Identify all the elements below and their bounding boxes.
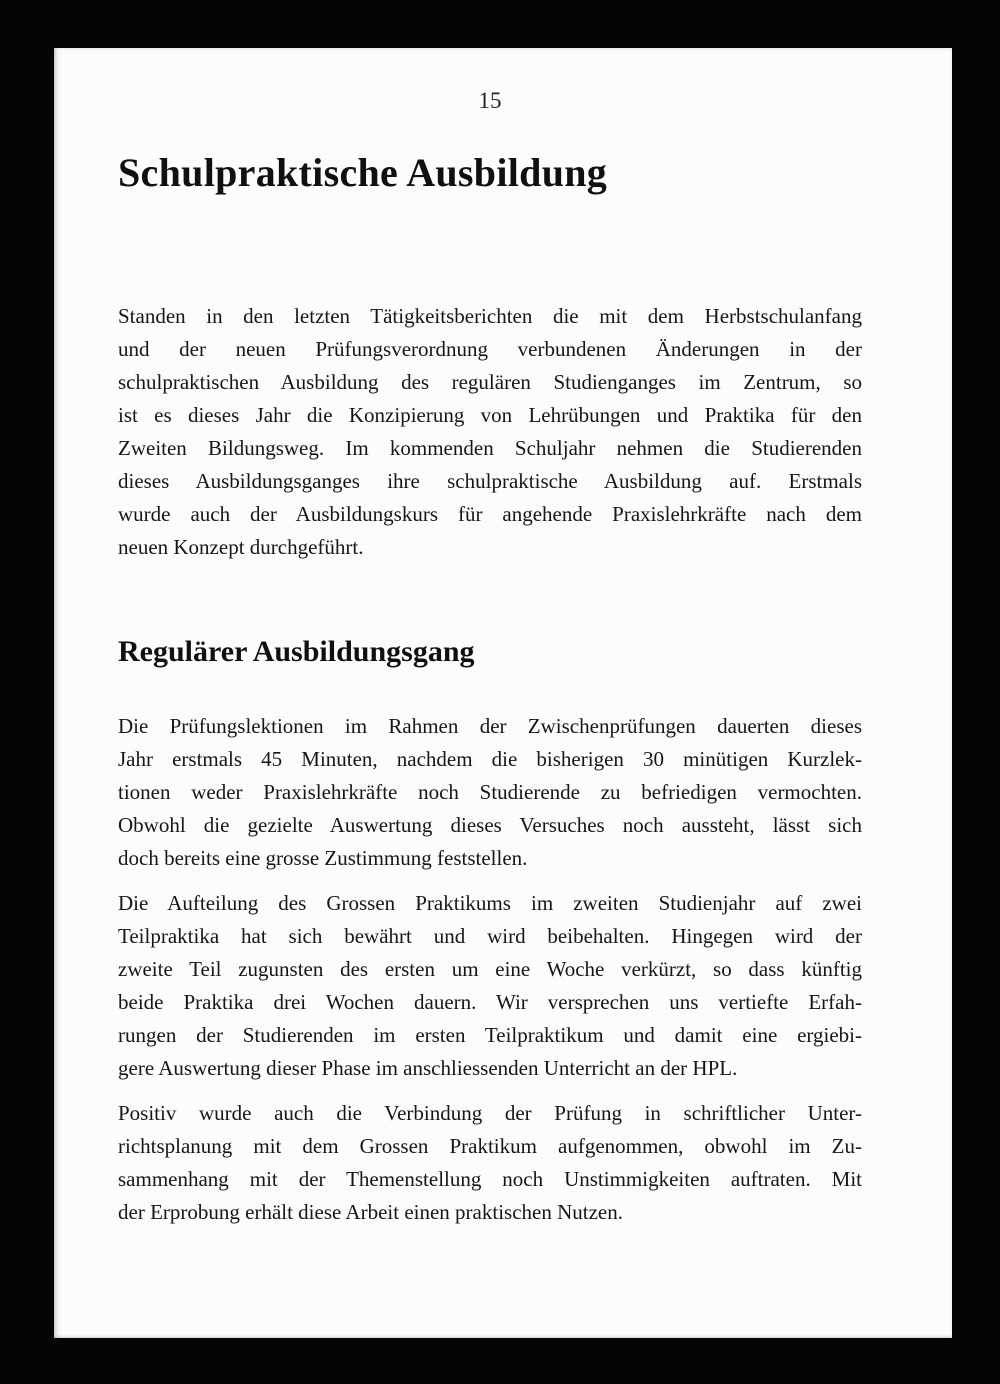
text-line: wurde auch der Ausbildungskurs für angehende Praxislehrkräfte nach dem <box>118 502 862 526</box>
text-line: Obwohl die gezielte Auswertung dieses Versuches noch aussteht, lässt sich <box>118 813 862 837</box>
section-heading: Regulärer Ausbildungsgang <box>118 635 475 668</box>
text-line: doch bereits eine grosse Zustimmung feststellen. <box>118 846 528 870</box>
page-title: Schulpraktische Ausbildung <box>118 150 608 195</box>
paragraph <box>118 300 862 564</box>
text-line: Zweiten Bildungsweg. Im kommenden Schuljahr nehmen die Studierenden <box>118 436 862 460</box>
text-line: zweite Teil zugunsten des ersten um eine Woche verkürzt, so dass künftig <box>118 957 862 981</box>
text-line: schulpraktischen Ausbildung des regulären Studienganges im Zentrum, so <box>118 370 862 394</box>
text-line: Die Aufteilung des Grossen Praktikums im zweiten Studienjahr auf zwei <box>118 891 862 915</box>
page-number: 15 <box>478 88 502 113</box>
document-page <box>54 48 952 1338</box>
text-line: Jahr erstmals 45 Minuten, nachdem die bisherigen 30 minütigen Kurzlek- <box>118 747 862 771</box>
paragraph <box>118 887 862 1085</box>
text-line: Positiv wurde auch die Verbindung der Prüfung in schriftlicher Unter- <box>118 1101 862 1125</box>
text-line: Standen in den letzten Tätigkeitsberichten die mit dem Herbstschulanfang <box>118 304 862 328</box>
text-line: richtsplanung mit dem Grossen Praktikum aufgenommen, obwohl im Zu- <box>118 1134 862 1158</box>
text-line: rungen der Studierenden im ersten Teilpraktikum und damit eine ergiebi- <box>118 1023 862 1047</box>
text-line: Die Prüfungslektionen im Rahmen der Zwischenprüfungen dauerten dieses <box>118 714 862 738</box>
text-line: Teilpraktika hat sich bewährt und wird beibehalten. Hingegen wird der <box>118 924 862 948</box>
paragraph <box>118 1097 862 1229</box>
text-line: der Erprobung erhält diese Arbeit einen praktischen Nutzen. <box>118 1200 623 1224</box>
page-section <box>118 300 862 564</box>
text-line: ist es dieses Jahr die Konzipierung von Lehrübungen und Praktika für den <box>118 403 862 427</box>
text-line: tionen weder Praxislehrkräfte noch Studierende zu befriedigen vermochten. <box>118 780 862 804</box>
text-line: und der neuen Prüfungsverordnung verbundenen Änderungen in der <box>118 337 862 361</box>
text-line: sammenhang mit der Themenstellung noch Unstimmigkeiten auftraten. Mit <box>118 1167 862 1191</box>
page-section <box>118 632 862 1229</box>
paragraph <box>118 710 862 875</box>
text-line: dieses Ausbildungsganges ihre schulpraktische Ausbildung auf. Erstmals <box>118 469 862 493</box>
page-content <box>118 300 862 1229</box>
text-line: neuen Konzept durchgeführt. <box>118 535 364 559</box>
text-line: beide Praktika drei Wochen dauern. Wir versprechen uns vertiefte Erfah- <box>118 990 862 1014</box>
text-line: gere Auswertung dieser Phase im anschliessenden Unterricht an der HPL. <box>118 1056 738 1080</box>
